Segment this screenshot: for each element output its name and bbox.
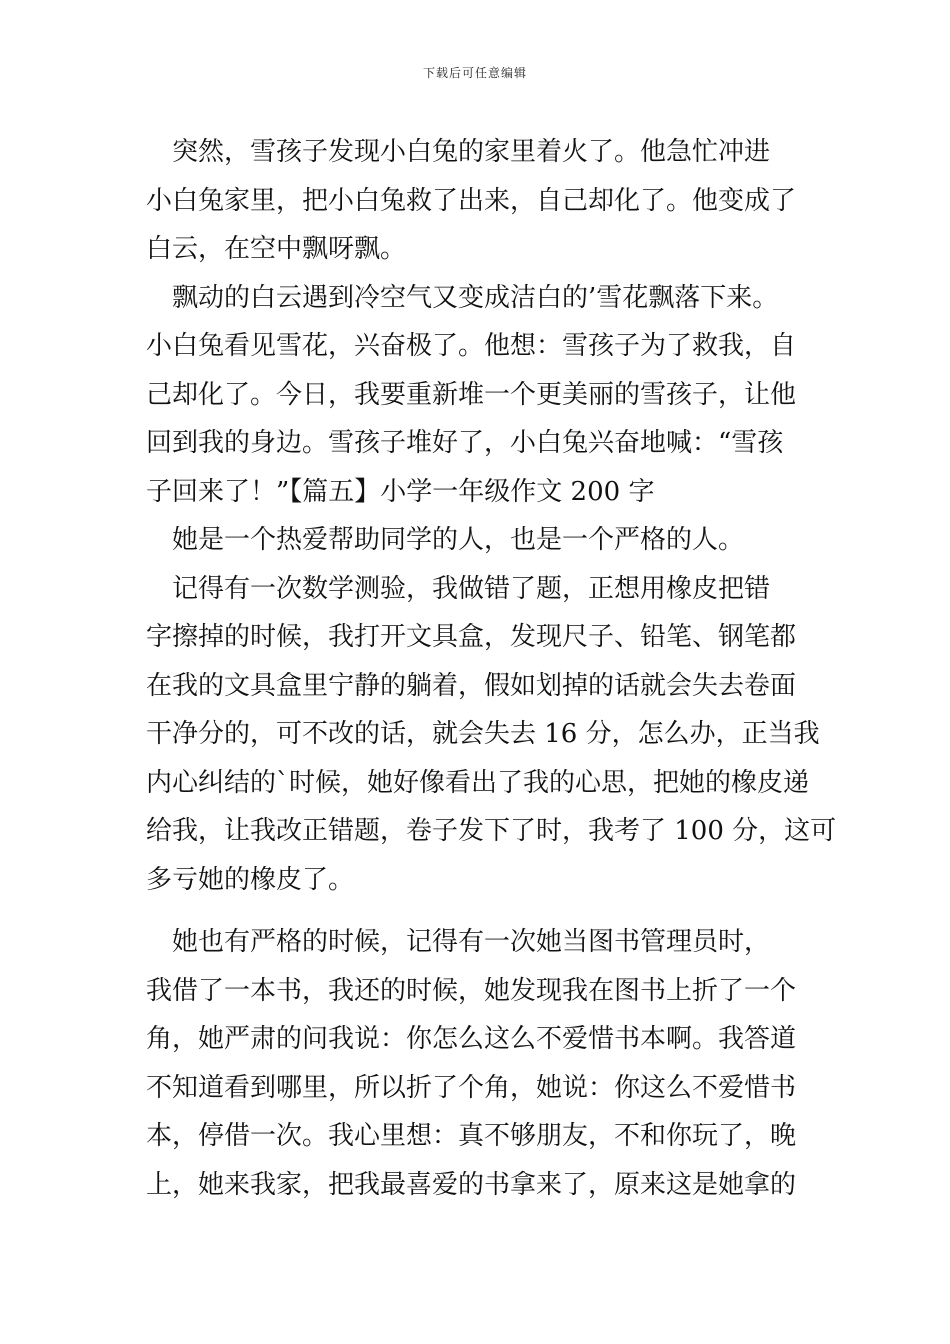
- text-line: 小白兔看见雪花，兴奋极了。他想：雪孩子为了救我，自: [146, 331, 797, 361]
- text-line: 子回来了！”【篇五】小学一年级作文 200 字: [146, 476, 655, 507]
- paragraph-gap: [146, 904, 814, 918]
- text-line: 本，停借一次。我心里想：真不够朋友，不和你玩了，晚: [146, 1121, 797, 1151]
- text-line: 角，她严肃的问我说：你怎么这么不爱惜书本啊。我答道: [146, 1024, 797, 1054]
- document-body: [146, 128, 837, 1209]
- text-line: 她是一个热爱帮助同学的人，也是一个严格的人。: [146, 525, 745, 555]
- text-line: 她也有严格的时候，记得有一次她当图书管理员时，: [146, 927, 771, 957]
- text-line: 飘动的白云遇到冷空气又变成洁白的’雪花飘落下来。: [146, 282, 779, 313]
- text-line: 给我，让我改正错题，卷子发下了时，我考了 100 分，这可: [146, 816, 837, 846]
- text-line: 多亏她的橡皮了。: [146, 864, 355, 895]
- text-line: 白云，在空中飘呀飘。: [146, 234, 407, 264]
- text-line: 字擦掉的时候，我打开文具盒，发现尺子、铅笔、钢笔都: [146, 622, 797, 652]
- text-line: 干净分的，可不改的话，就会失去 16 分，怎么办，正当我: [146, 719, 820, 749]
- page-header: 下载后可任意编辑: [422, 66, 527, 80]
- text-line: 突然，雪孩子发现小白兔的家里着火了。他急忙冲进: [146, 137, 771, 167]
- text-line: 记得有一次数学测验，我做错了题，正想用橡皮把错: [146, 573, 771, 604]
- text-line: 不知道看到哪里，所以折了个角，她说：你这么不爱惜书: [146, 1072, 797, 1103]
- text-line: 内心纠结的`时候，她好像看出了我的心思，把她的橡皮递: [146, 767, 810, 798]
- text-line: 小白兔家里，把小白兔救了出来，自己却化了。他变成了: [146, 185, 797, 216]
- text-line: 我借了一本书，我还的时候，她发现我在图书上折了一个: [146, 975, 797, 1006]
- text-line: 在我的文具盒里宁静的躺着，假如划掉的话就会失去卷面: [146, 670, 797, 701]
- text-line: 己却化了。今日，我要重新堆一个更美丽的雪孩子，让他: [146, 379, 797, 410]
- text-line: 回到我的身边。雪孩子堆好了，小白兔兴奋地喊：“雪孩: [146, 428, 784, 458]
- text-line: 上，她来我家，把我最喜爱的书拿来了，原来这是她拿的: [146, 1169, 797, 1200]
